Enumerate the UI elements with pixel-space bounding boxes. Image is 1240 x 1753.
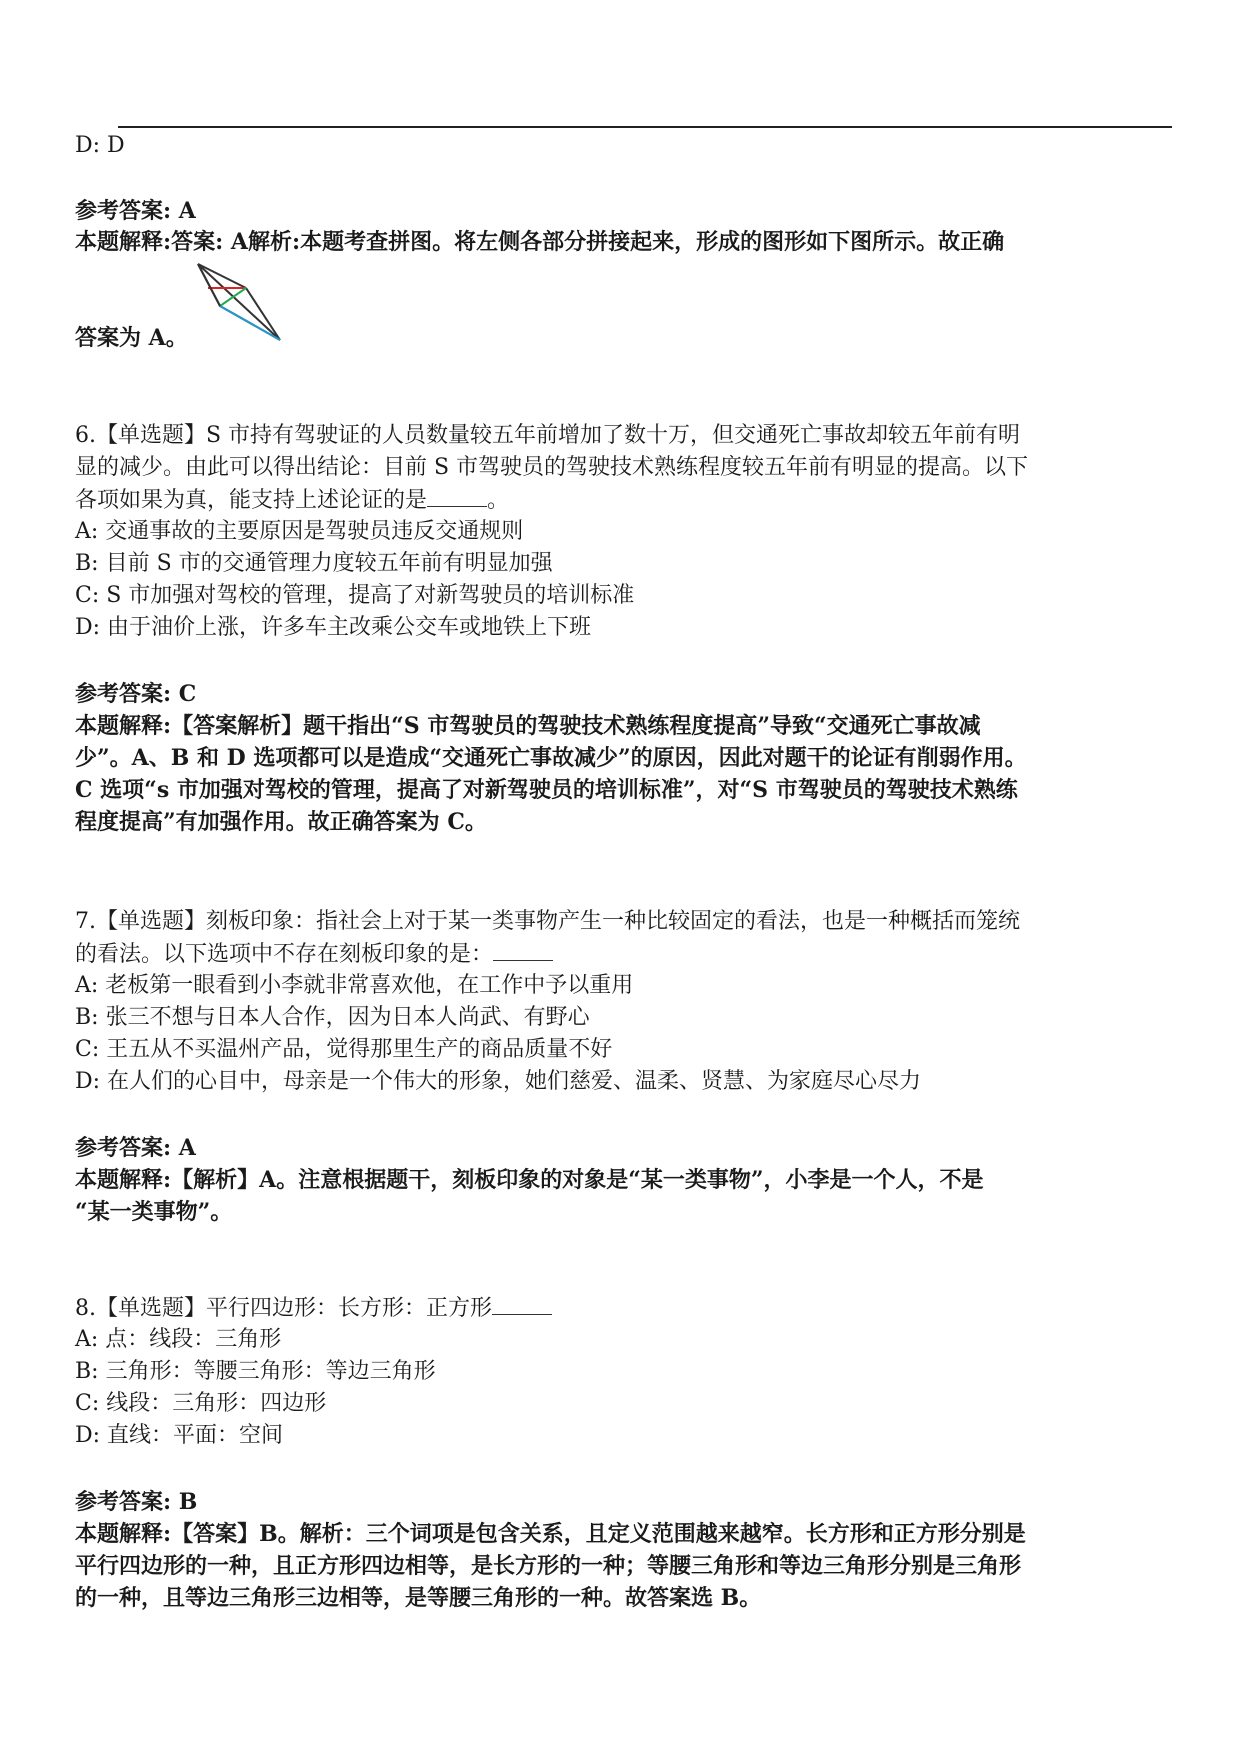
q7-stem-line	[75, 938, 553, 971]
q7-stem-text: 的看法。以下选项中不存在刻板印象的是：	[75, 942, 494, 967]
q8-explanation-line: 的一种，且等边三角形三边相等，是等腰三角形的一种。故答案选 B。	[75, 1585, 762, 1611]
q6-option-b: B: 目前 S 市的交通管理力度较五年前有明显加强	[75, 551, 553, 576]
top-divider-line	[118, 126, 1172, 128]
q6-option-d: D: 由于油价上涨，许多车主改乘公交车或地铁上下班	[75, 615, 592, 640]
q7-option-a: A: 老板第一眼看到小李就非常喜欢他，在工作中予以重用	[75, 973, 634, 998]
answer-blank	[492, 1292, 552, 1315]
q7-answer: 参考答案: A	[75, 1135, 196, 1161]
prev-answer: 参考答案: A	[75, 198, 196, 224]
q6-option-a: A: 交通事故的主要原因是驾驶员违反交通规则	[75, 519, 524, 544]
q8-option-b: B: 三角形：等腰三角形：等边三角形	[75, 1359, 436, 1384]
q8-option-d: D: 直线：平面：空间	[75, 1423, 284, 1448]
prev-option-d: D: D	[75, 133, 125, 158]
q6-stem-line: 显的减少。由此可以得出结论：目前 S 市驾驶员的驾驶技术熟练程度较五年前有明显的提高。以下	[75, 455, 1029, 480]
q6-option-c: C: S 市加强对驾校的管理，提高了对新驾驶员的培训标准	[75, 583, 635, 608]
q8-explanation-line: 平行四边形的一种，且正方形四边相等，是长方形的一种；等腰三角形和等边三角形分别是三角形	[75, 1553, 1022, 1579]
q6-answer: 参考答案: C	[75, 681, 197, 707]
q8-option-c: C: 线段：三角形：四边形	[75, 1391, 327, 1416]
prev-explanation-line: 答案为 A。	[75, 325, 188, 351]
q7-option-c: C: 王五从不买温州产品，觉得那里生产的商品质量不好	[75, 1037, 613, 1062]
q6-stem-end: 。	[487, 488, 510, 513]
puzzle-solution-figure	[196, 262, 282, 346]
q6-explanation-line: 少”。A、B 和 D 选项都可以是造成“交通死亡事故减少”的原因，因此对题干的论证有削弱作用。	[75, 745, 1027, 771]
answer-blank	[493, 938, 553, 961]
answer-blank	[427, 484, 487, 507]
q6-stem-line: 6.【单选题】S 市持有驾驶证的人员数量较五年前增加了数十万，但交通死亡事故却较五年前有明	[75, 423, 1021, 448]
q6-stem-text: 各项如果为真，能支持上述论证的是	[75, 488, 428, 513]
q7-stem-line: 7.【单选题】刻板印象：指社会上对于某一类事物产生一种比较固定的看法，也是一种概括而笼统	[75, 909, 1020, 934]
q8-explanation-line: 本题解释:【答案】B。解析：三个词项是包含关系，且定义范围越来越窄。长方形和正方形分别是	[75, 1521, 1026, 1547]
q6-stem-line	[75, 484, 509, 517]
prev-explanation-line: 本题解释:答案: A解析:本题考查拼图。将左侧各部分拼接起来，形成的图形如下图所示。故正确	[75, 229, 1005, 255]
q7-explanation-line: 本题解释:【解析】A。注意根据题干，刻板印象的对象是“某一类事物”，小李是一个人，不是	[75, 1167, 984, 1193]
q6-explanation-line: 程度提高”有加强作用。故正确答案为 C。	[75, 809, 487, 835]
q8-stem-line	[75, 1292, 552, 1325]
q6-explanation-line: C 选项“s 市加强对驾校的管理，提高了对新驾驶员的培训标准”，对“S 市驾驶员的驾驶技术熟练	[75, 777, 1018, 803]
q8-option-a: A: 点：线段：三角形	[75, 1327, 282, 1352]
q7-explanation-line: “某一类事物”。	[75, 1199, 233, 1225]
q7-option-d: D: 在人们的心目中，母亲是一个伟大的形象，她们慈爱、温柔、贤慧、为家庭尽心尽力	[75, 1069, 922, 1094]
q7-option-b: B: 张三不想与日本人合作，因为日本人尚武、有野心	[75, 1005, 590, 1030]
q8-answer: 参考答案: B	[75, 1489, 198, 1515]
q8-stem-text: 8.【单选题】平行四边形：长方形：正方形	[75, 1296, 492, 1321]
q6-explanation-line: 本题解释:【答案解析】题干指出“S 市驾驶员的驾驶技术熟练程度提高”导致“交通死亡事故减	[75, 713, 981, 739]
